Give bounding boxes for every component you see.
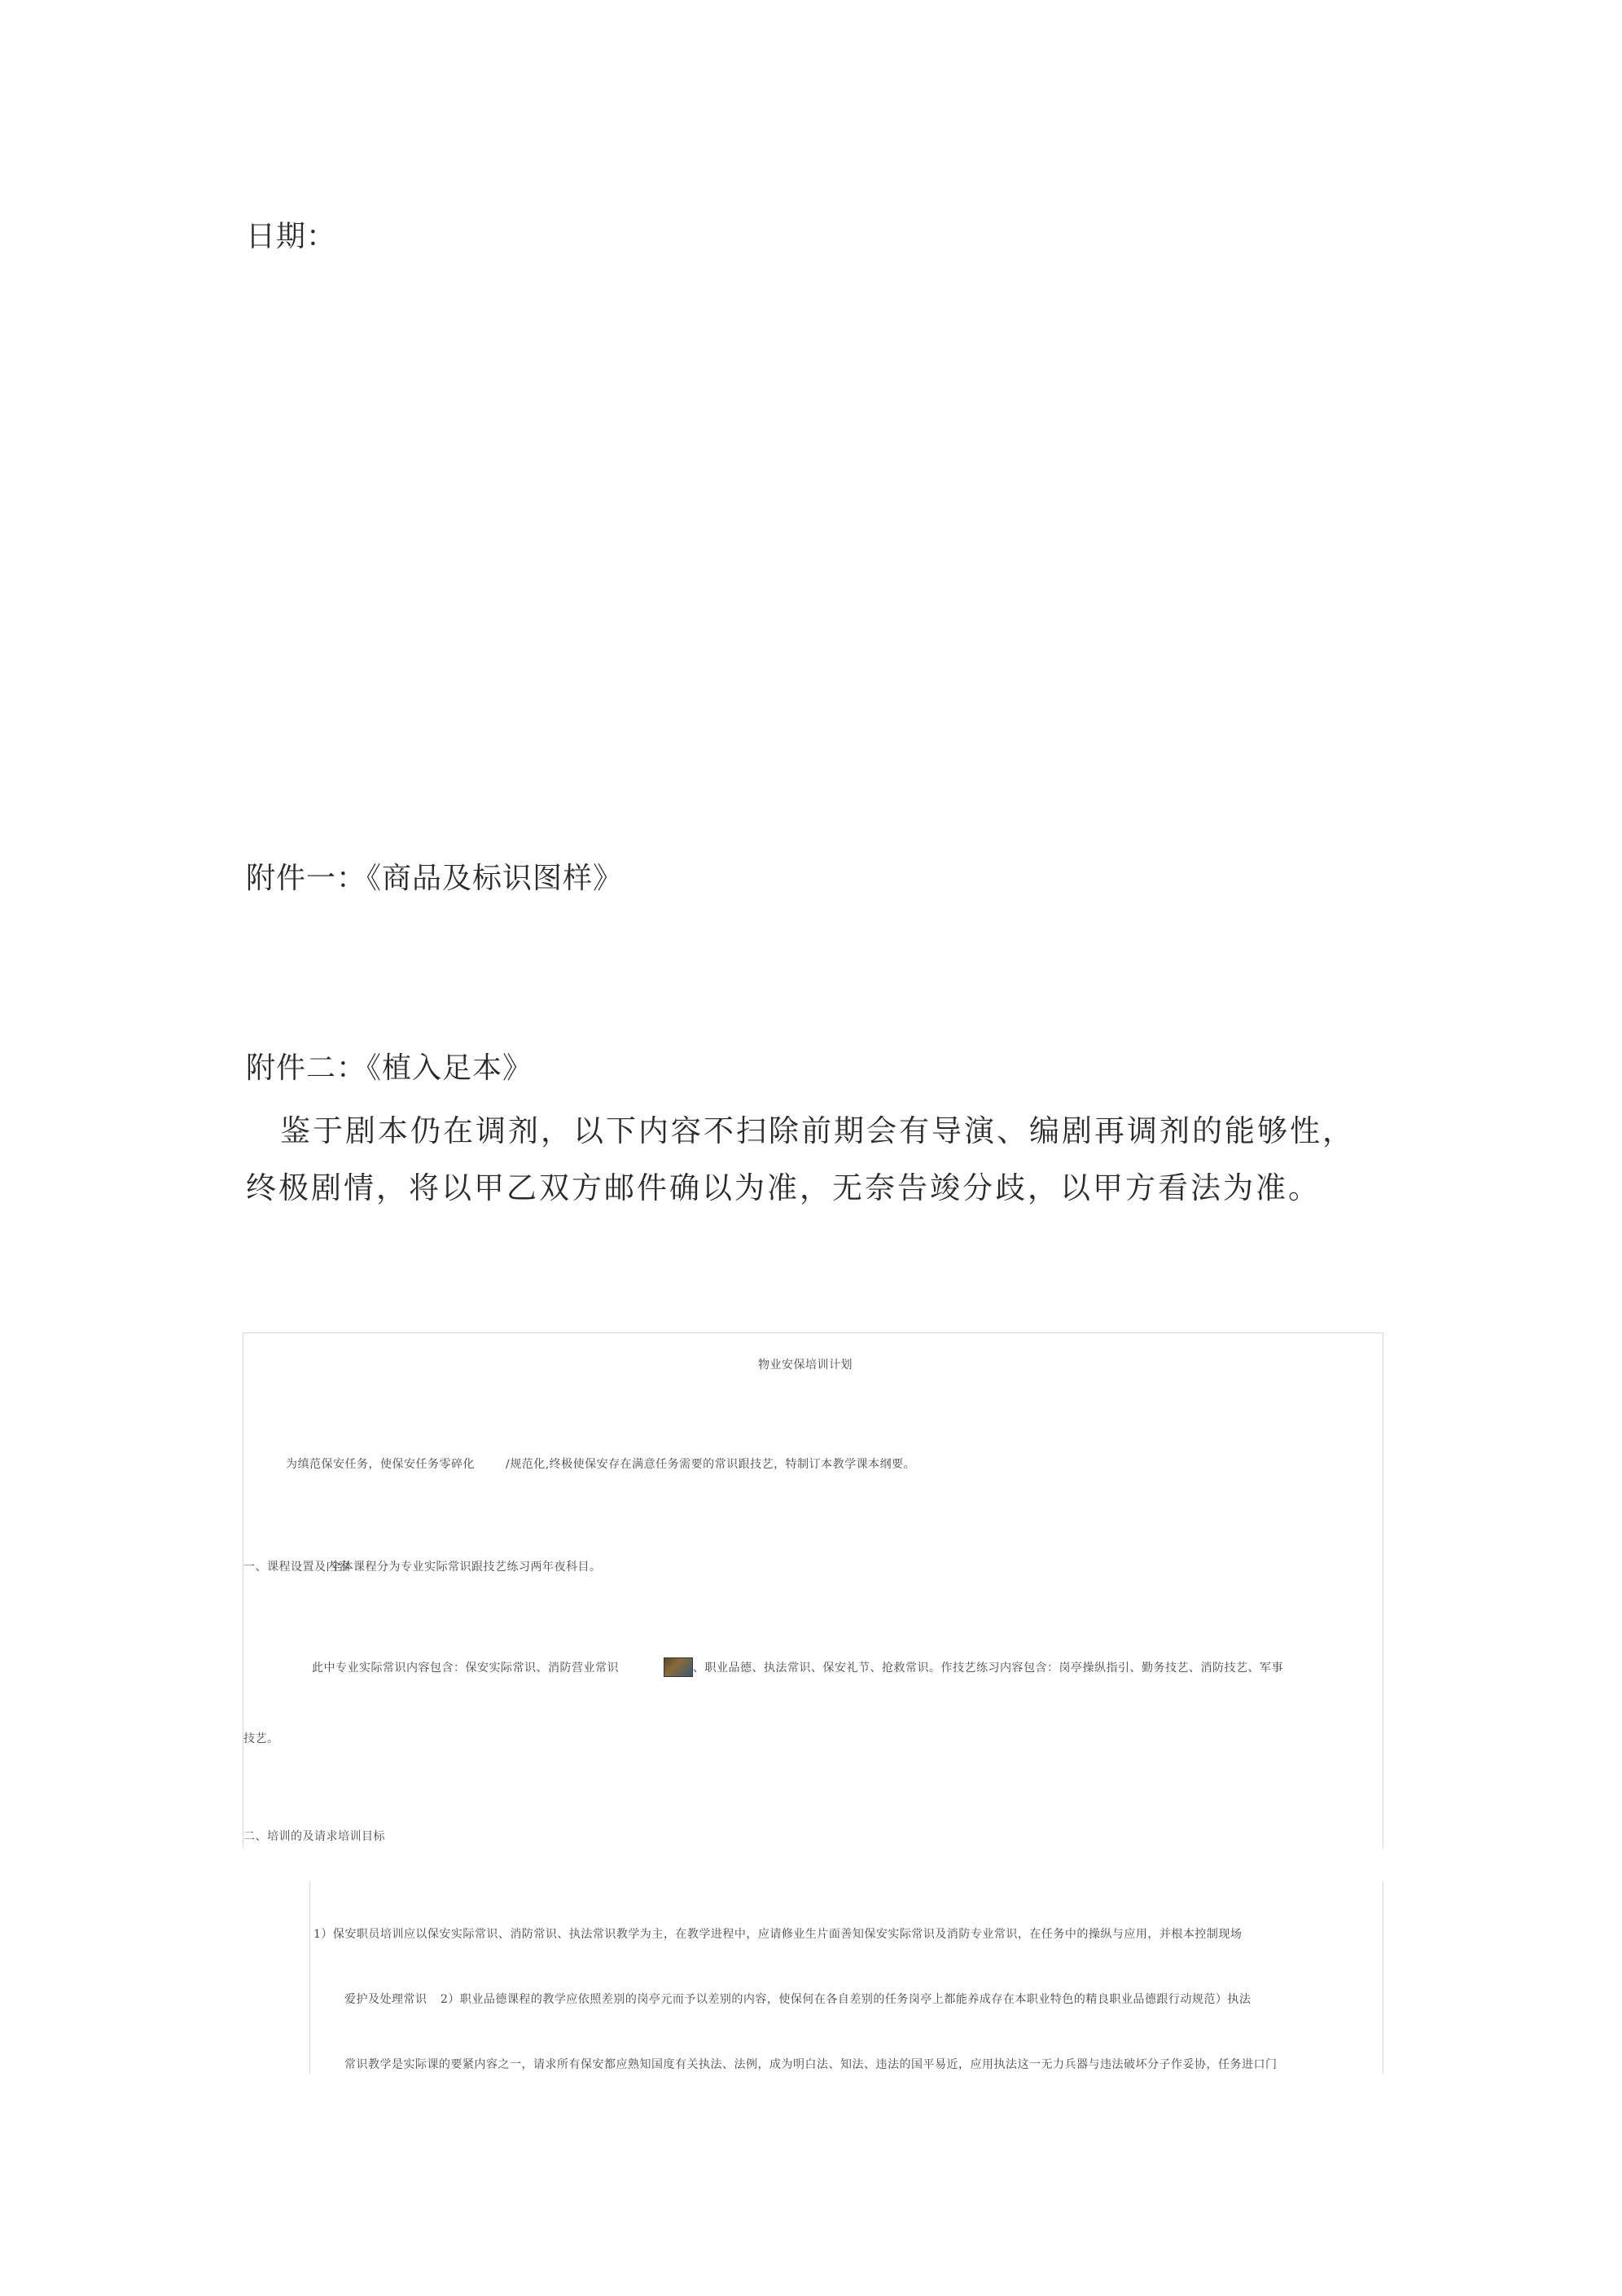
embedded-item-2-continued: 常识教学是实际课的要紧内容之一，请求所有保安都应熟知国度有关执法、法例，成为明白法、知法、违法的国平易近，应用执法这一无力兵器与违法破坏分子作妥协，任务进口门 [344,2058,1278,2071]
embedded-item-1-continued: 爱护及处理常识 [344,1993,427,2006]
embedded-section1-detail-b: 、职业品德、执法常识、保安礼节、抢救常识。作技艺练习内容包含：岗亭操纵指引、勤务技艺、消防技艺、军事 [693,1662,1283,1675]
date-label: 日期： [246,220,337,253]
body-paragraph-line-1: 鉴于剧本仍在调剂，以下内容不扫除前期会有导演、编剧再调剂的能够性， [280,1113,1355,1148]
embedded-section1-detail-a: 此中专业实际常识内容包含：保安实际常识、消防营业常识 [312,1662,619,1675]
body-paragraph-line-2: 终极剧情，将以甲乙双方邮件确以为准，无奈告竣分歧，以甲方看法为准。 [246,1170,1321,1205]
embedded-item-2: 2）职业品德课程的教学应依照差别的岗亭元而予以差别的内容，使保何在各自差别的任务岗亭上都能养成存在本职业特色的精良职业品德跟行动规范）执法 [441,1993,1252,2006]
attachment-two-heading: 附件二：《植入足本》 [246,1051,533,1085]
embedded-section1-detail-c: 技艺。 [243,1732,279,1745]
embedded-document-page-continued [309,1881,1383,2074]
embedded-doc-title: 物业安保培训计划 [758,1359,853,1372]
photo-thumbnail-icon [664,1657,693,1677]
attachment-one-heading: 附件一：《商品及标识图样》 [246,862,624,895]
embedded-section1-heading: 一、课程设置及内容 [243,1561,350,1574]
embedded-item-1: 1）保安职员培训应以保安实际常识、消防常识、执法常识教学为主，在教学进程中，应请修业生片面善知保安实际常识及消防专业常识，在任务中的操纵与应用，并根本控制现场 [313,1928,1243,1941]
embedded-section1-text: 全体课程分为专业实际常识跟技艺练习两年夜科目。 [330,1561,602,1574]
embedded-section2-heading: 二、培训的及请求培训目标 [243,1830,385,1843]
embedded-intro-part-a: 为缜范保安任务，使保安任务零碎化 [286,1458,475,1471]
embedded-document-page [243,1332,1383,1848]
embedded-intro-part-b: /规范化,终极使保安存在满意任务需要的常识跟技艺，特制订本教学课本纲要。 [506,1458,916,1471]
